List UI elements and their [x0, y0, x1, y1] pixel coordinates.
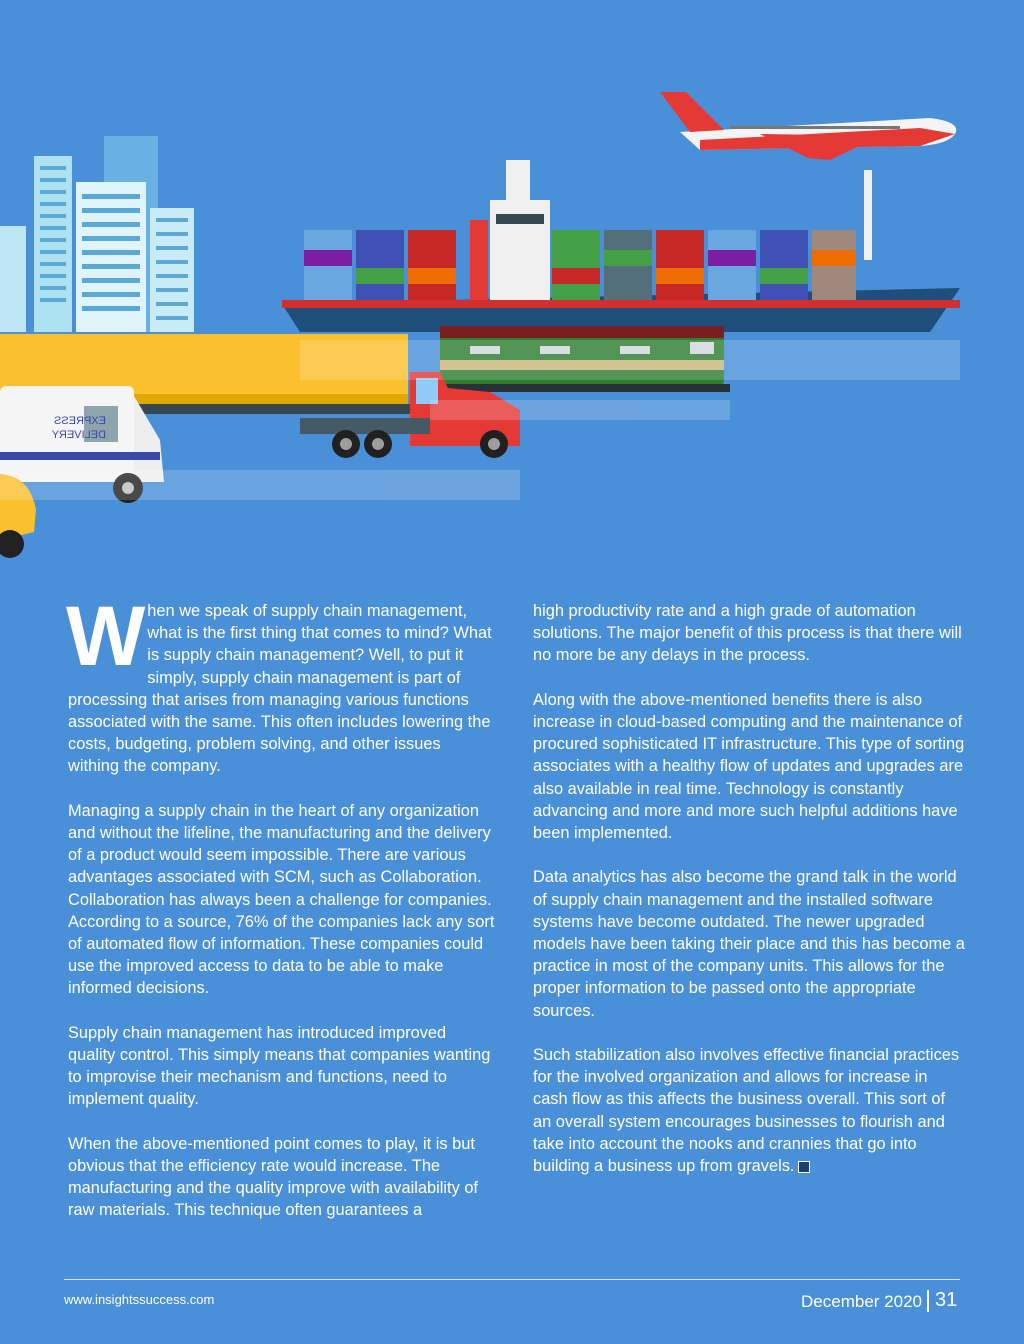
article-left-column	[66, 589, 496, 1244]
paragraph: When the above-mentioned point comes to play, it is but obvious that the efficiency rate would increase. The manufacturing and the quality improve with availability of raw materials. This technique often guarantees a	[68, 1134, 478, 1220]
paragraph: Data analytics has also become the grand talk in the world of supply chain management and the installed software systems have become outdated. The newer upgraded models have been taking their place and this has become a practice in most of the company units. This allows for the proper information to be passed onto the appropriate sources.	[533, 868, 965, 1020]
paragraph-text: hen we speak of supply chain management, what is the first thing that comes to mind? What is supply chain management? Well, to put it simply, supply chain management is part of processing that arises from managing various functions associated with the same. This often includes lowering the costs, budgeting, problem solving, and other issues withing the company.	[68, 602, 492, 776]
footer-url[interactable]: www.insightssuccess.com	[64, 1292, 215, 1307]
van-label-delivery: DELIVERY	[51, 429, 106, 441]
paragraph: Supply chain management has introduced improved quality control. This simply means that companies wanting to improvise their mechanism and functions, need to implement quality.	[68, 1023, 491, 1109]
footer-separator	[927, 1290, 929, 1312]
paragraph	[66, 589, 496, 778]
article-right-column	[533, 600, 965, 1199]
footer-date: December 2020	[801, 1292, 922, 1311]
paragraph: Along with the above-mentioned benefits there is also increase in cloud-based computing and the maintenance of procured sophisticated IT infrastructure. This type of sorting associates with a healthy flow of updates and upgrades are also available in real time. Technology is constantly advancing and more and more such helpful additions have been implemented.	[533, 690, 965, 843]
airplane	[660, 92, 956, 160]
page-number: 31	[935, 1289, 958, 1311]
paragraph	[533, 1044, 965, 1177]
footer-divider	[64, 1279, 960, 1280]
paragraph-text: Such stabilization also involves effective financial practices for the involved organization and allows for increase in cash flow as this affects the business overall. This sort of an overall system encourages businesses to flourish and take into account the nooks and crannies that go into building a business up from gravels.	[533, 1046, 960, 1176]
container-ship	[282, 160, 960, 332]
van-label-express: EXPRESS	[54, 415, 106, 427]
end-mark-icon	[798, 1161, 810, 1173]
city-skyline	[0, 136, 194, 332]
dropcap-letter: W	[66, 589, 144, 683]
logistics-illustration	[0, 0, 1024, 590]
paragraph: Managing a supply chain in the heart of any organization and without the lifeline, the manufacturing and the delivery of a product would seem impossible. There are various advantages associated with SCM, such as Collaboration. Collaboration has always been a challenge for companies. According to a source, 76% of the companies lack any sort of automated flow of information. These companies could use the improved access to data to be able to make informed decisions.	[68, 801, 495, 998]
paragraph: high productivity rate and a high grade of automation solutions. The major benefit of this process is that there will no more be any delays in the process.	[533, 602, 962, 665]
